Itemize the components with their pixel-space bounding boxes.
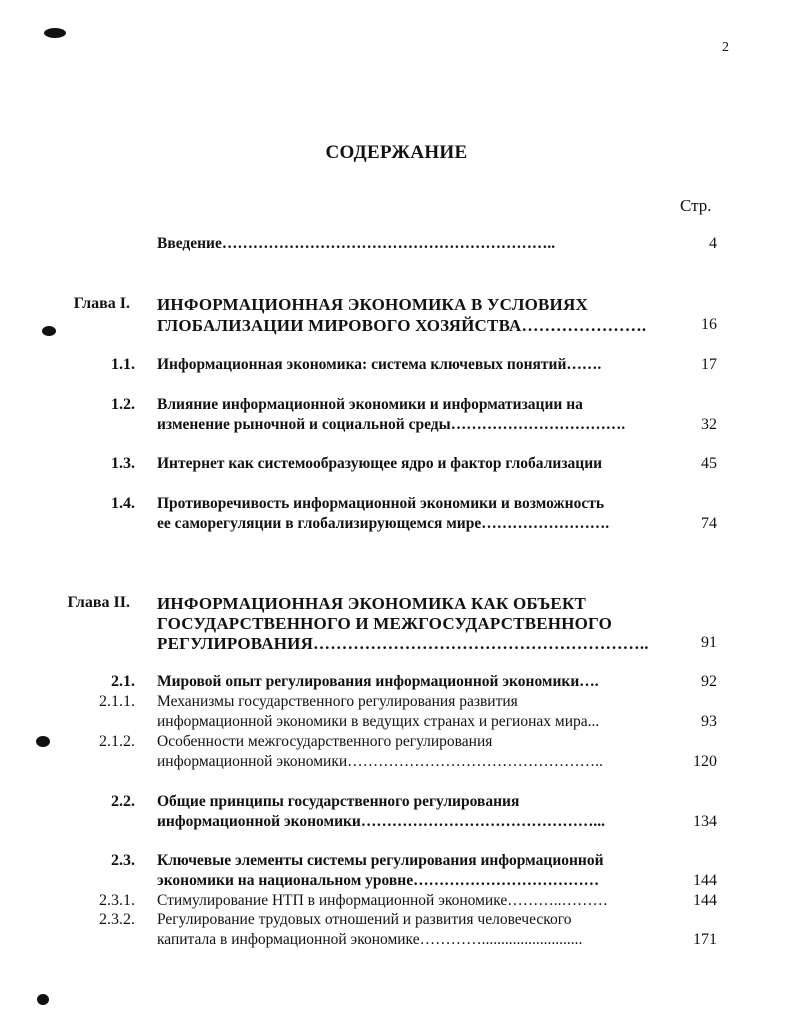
toc-entry-number: 2.1.1. <box>99 693 135 710</box>
toc-entry-page: 144 <box>693 892 717 909</box>
page-title: СОДЕРЖАНИЕ <box>325 142 468 163</box>
toc-entry-page: 134 <box>693 813 717 830</box>
toc-entry-text: Введение……………………………………………………….. <box>157 235 556 252</box>
scan-artifact <box>42 326 56 336</box>
toc-entry-text: ИНФОРМАЦИОННАЯ ЭКОНОМИКА КАК ОБЪЕКТ <box>157 594 587 613</box>
toc-entry-text: Мировой опыт регулирования информационной экономики…. <box>157 673 599 690</box>
toc-entry-text: капитала в информационной экономике………….......................... <box>157 931 583 948</box>
toc-entry-number: 2.3.1. <box>99 892 135 909</box>
toc-entry-page: 120 <box>693 753 717 770</box>
toc-entry-page: 17 <box>701 356 717 373</box>
toc-entry-page: 91 <box>701 634 717 651</box>
toc-entry-text: информационной экономики в ведущих странах и регионах мира... <box>157 713 600 730</box>
toc-entry-number: 2.3. <box>111 852 135 869</box>
toc-entry-text: Стимулирование НТП в информационной экономике………..……… <box>157 892 608 909</box>
toc-entry-text: Интернет как системообразующее ядро и фактор глобализации <box>157 455 603 472</box>
toc-entry-text: Механизмы государственного регулирования развития <box>157 693 518 710</box>
toc-entry-page: 92 <box>701 673 717 690</box>
toc-entry-text: Особенности межгосударственного регулирования <box>157 733 493 750</box>
toc-entry-page: 144 <box>693 872 717 889</box>
toc-entry-page: 171 <box>693 931 717 948</box>
toc-entry-text: Регулирование трудовых отношений и развития человеческого <box>157 911 572 928</box>
toc-entry-page: 74 <box>701 515 717 532</box>
toc-entry-number: 1.4. <box>111 495 135 512</box>
toc-entry-text: информационной экономики………………………………………... <box>157 813 605 830</box>
toc-entry-page: 32 <box>701 416 717 433</box>
toc-entry-text: Противоречивость информационной экономики и возможность <box>157 495 605 512</box>
scan-artifact <box>37 994 49 1005</box>
page-number: 2 <box>722 40 729 55</box>
toc-entry-text: изменение рыночной и социальной среды……………………………. <box>157 416 626 433</box>
scan-artifact <box>44 28 66 38</box>
toc-entry-text: Информационная экономика: система ключевых понятий……. <box>157 356 602 373</box>
toc-entry-number: Глава I. <box>73 295 130 312</box>
page-column-label: Стр. <box>680 196 712 215</box>
toc-entry-number: 2.1.2. <box>99 733 135 750</box>
toc-entry-text: информационной экономики………………………………………….. <box>157 753 603 770</box>
toc-entry-number: 2.1. <box>111 673 135 690</box>
toc-entry-text: ИНФОРМАЦИОННАЯ ЭКОНОМИКА В УСЛОВИЯХ <box>157 295 588 314</box>
toc-entry-number: 1.1. <box>111 356 135 373</box>
toc-entry-text: Общие принципы государственного регулирования <box>157 793 520 810</box>
toc-entry-number: 2.3.2. <box>99 911 135 928</box>
toc-entry-text: Влияние информационной экономики и информатизации на <box>157 396 583 413</box>
toc-entry-text: экономики на национальном уровне……………………………… <box>157 872 600 889</box>
toc-entry-page: 16 <box>701 316 717 333</box>
toc-entry-number: 2.2. <box>111 793 135 810</box>
toc-entry-text: РЕГУЛИРОВАНИЯ………………………………………………….. <box>157 634 649 653</box>
toc-entry-page: 45 <box>701 455 717 472</box>
toc-entry-text: ГОСУДАРСТВЕННОГО И МЕЖГОСУДАРСТВЕННОГО <box>157 614 613 633</box>
toc-entry-page: 93 <box>701 713 717 730</box>
toc-entry-number: Глава II. <box>67 594 130 611</box>
toc-entry-text: ее саморегуляции в глобализирующемся мире……………………. <box>157 515 610 532</box>
scan-artifact <box>36 736 50 747</box>
toc-entry-number: 1.2. <box>111 396 135 413</box>
toc-entry-number: 1.3. <box>111 455 135 472</box>
toc-entry-page: 4 <box>709 235 717 252</box>
toc-entry-text: ГЛОБАЛИЗАЦИИ МИРОВОГО ХОЗЯЙСТВА…………………. <box>157 316 647 335</box>
toc-entry-text: Ключевые элементы системы регулирования информационной <box>157 852 604 869</box>
